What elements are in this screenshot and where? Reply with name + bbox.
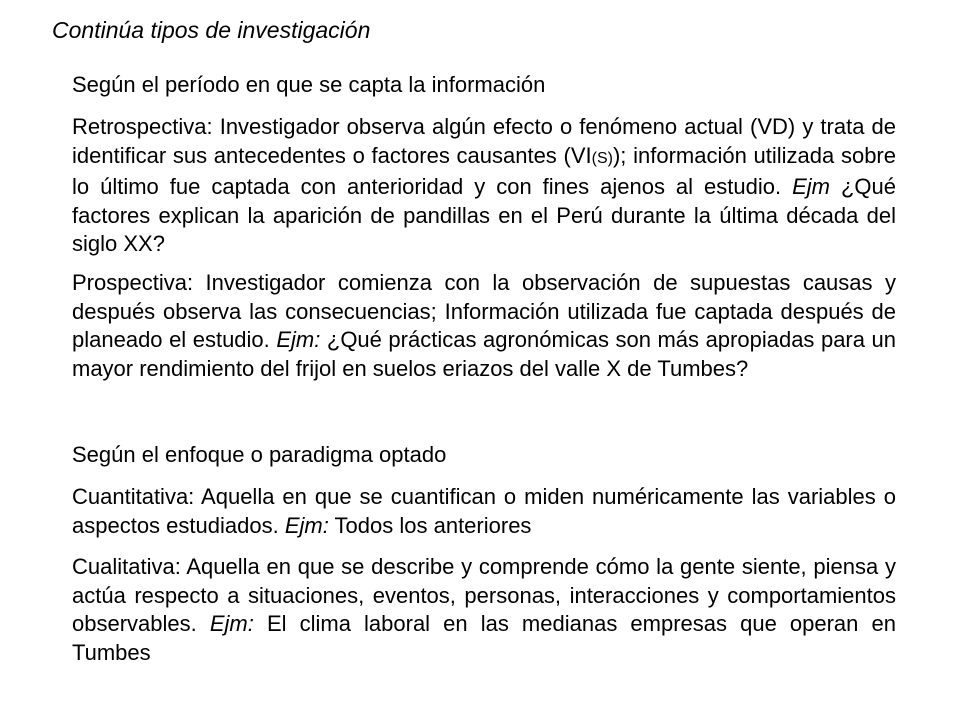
retrospectiva-text: Retrospectiva: Investigador observa algún efecto o fenómeno actual (VD) y trata de identificar sus antecedentes o factores causantes (VI — [72, 114, 896, 168]
paragraph-cuantitativa — [72, 483, 896, 540]
example-text: ¿Qué factores explican la aparición de pandillas en el Perú durante la última década del siglo XX? — [72, 174, 896, 256]
prospectiva-text: Prospectiva: Investigador comienza con la observación de supuestas causas y después observa las consecuencias; Información utilizada fue captada después de planeado el estudio. — [72, 270, 896, 352]
cualitativa-text: Cualitativa: Aquella en que se describe y comprende cómo la gente siente, piensa y actúa respecto a situaciones, eventos, personas, interacciones y comportamientos observables. — [72, 554, 896, 636]
section-heading-periodo: Según el período en que se capta la información — [72, 72, 546, 97]
example-label: Ejm: — [276, 327, 321, 352]
example-text: El clima laboral en las medianas empresas que operan en Tumbes — [72, 611, 896, 665]
paragraph-cualitativa — [72, 553, 896, 667]
section-heading-enfoque: Según el enfoque o paradigma optado — [72, 442, 447, 467]
slide-title: Continúa tipos de investigación — [52, 17, 371, 43]
cuantitativa-text: Cuantitativa: Aquella en que se cuantifican o miden numéricamente las variables o aspectos estudiados. — [72, 484, 896, 538]
example-label: Ejm: — [209, 611, 254, 636]
retrospectiva-text-cont: ); información utilizada sobre lo último fue captada con anterioridad y con fines ajenos al estudio. — [72, 142, 896, 199]
retrospectiva-subscript: (S) — [591, 149, 613, 167]
paragraph-retrospectiva — [72, 113, 896, 259]
example-label: Ejm — [792, 174, 830, 199]
example-label: Ejm: — [284, 512, 329, 538]
paragraph-prospectiva — [72, 269, 896, 383]
example-text: Todos los anteriores — [334, 512, 532, 538]
example-text: ¿Qué prácticas agronómicas son más apropiadas para un mayor rendimiento del frijol en suelos eriazos del valle X de Tumbes? — [72, 327, 896, 381]
